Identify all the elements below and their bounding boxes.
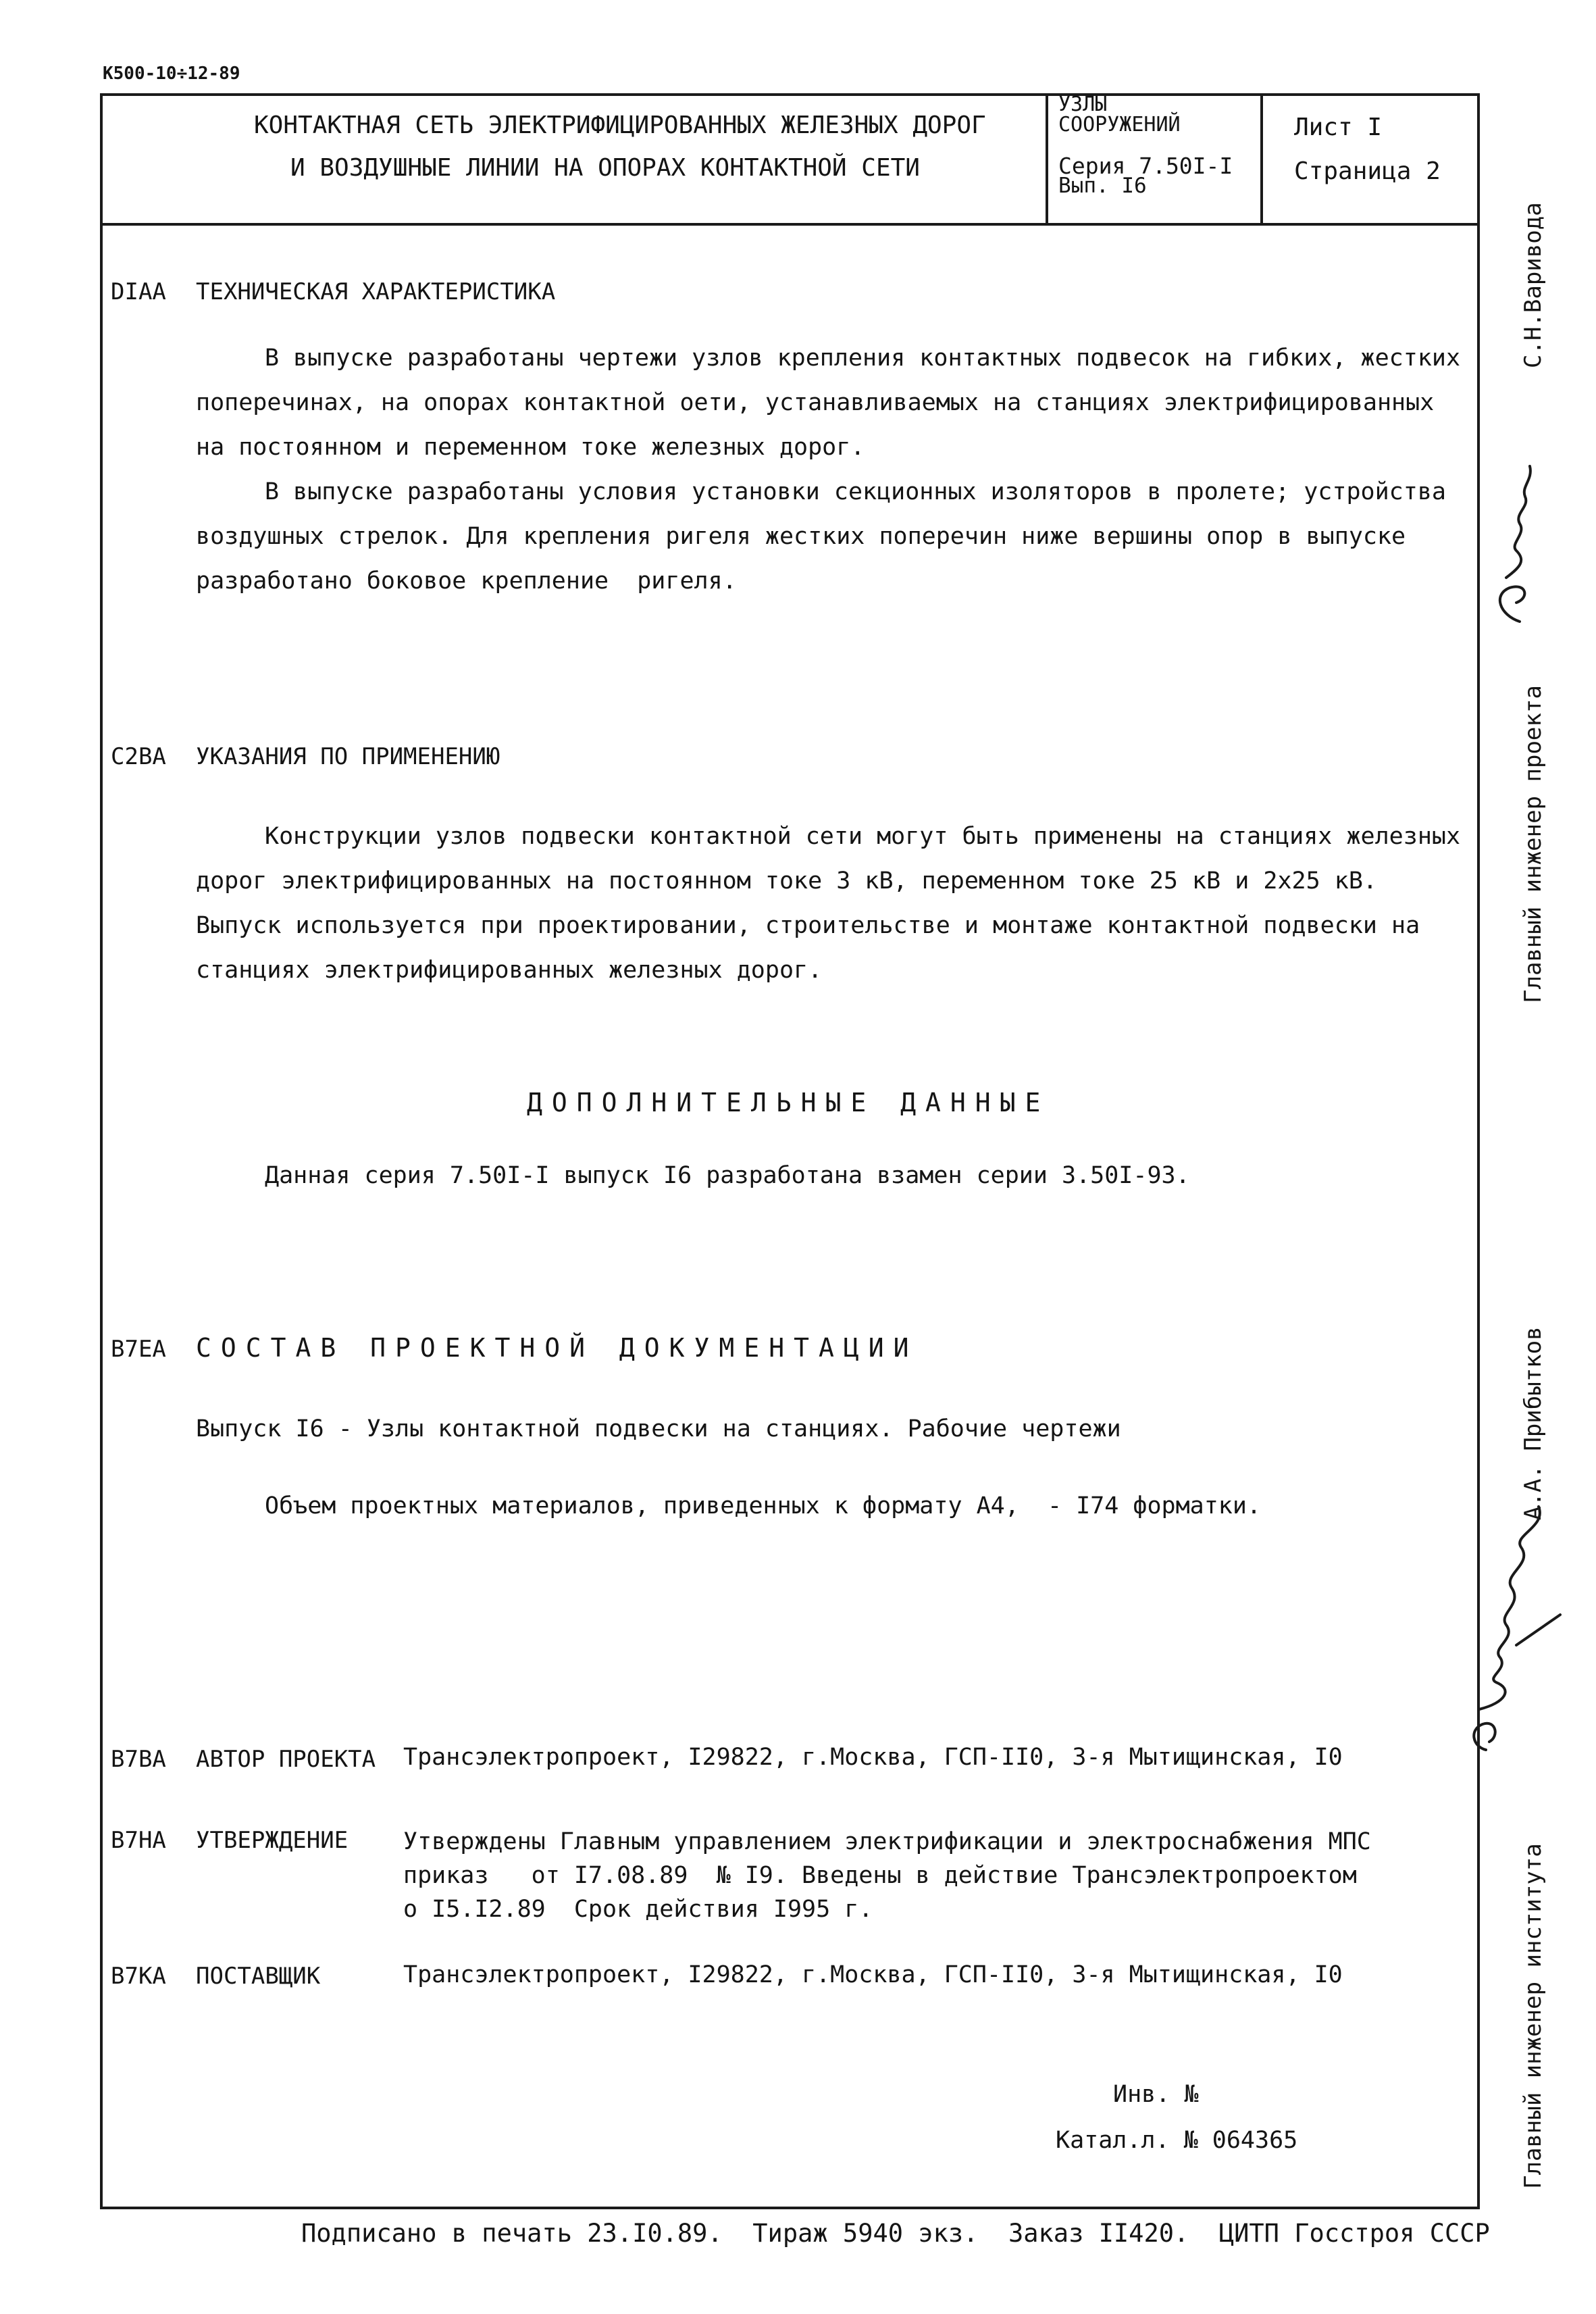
usage-line-1: Конструкции узлов подвески контактной сети могут быть применены на станциях железных (265, 823, 1461, 850)
document-code: К500-10÷12-89 (103, 64, 240, 84)
approval-line-3: о I5.I2.89 Срок действия I995 г. (403, 1896, 873, 1923)
composition-line-2: Объем проектных материалов, приведенных к формату А4, - I74 форматки. (265, 1492, 1262, 1519)
signatory-role-1: Главный инженер проекта (1520, 685, 1547, 1003)
composition-line-1: Выпуск I6 - Узлы контактной подвески на станциях. Рабочие чертежи (196, 1415, 1121, 1442)
section-label-approval: УТВЕРЖДЕНИЕ (196, 1827, 349, 1854)
section-title-extra: ДОПОЛНИТЕЛЬНЫЕ ДАННЫЕ (527, 1088, 1050, 1117)
header-sheet: Лист I (1294, 114, 1383, 141)
catalog-number: Катал.л. № 064365 (1056, 2127, 1298, 2154)
header-divider-1 (1046, 93, 1048, 224)
header-issue: Вып. I6 (1058, 174, 1147, 198)
section-label-author: АВТОР ПРОЕКТА (196, 1746, 376, 1773)
header-divider-2 (1260, 93, 1263, 224)
section-title-composition: СОСТАВ ПРОЕКТНОЙ ДОКУМЕНТАЦИИ (196, 1333, 919, 1363)
signature-2 (1459, 1480, 1567, 1763)
print-footer: Подписано в печать 23.I0.89. Тираж 5940 экз. Заказ II420. ЦИТП Госстроя СССР (301, 2219, 1490, 2248)
section-title-tech: ТЕХНИЧЕСКАЯ ХАРАКТЕРИСТИКА (196, 278, 556, 305)
header-title-line1: КОНТАКТНАЯ СЕТЬ ЭЛЕКТРИФИЦИРОВАННЫХ ЖЕЛЕЗНЫХ ДОРОГ (254, 111, 986, 139)
tech-line-1: В выпуске разработаны чертежи узлов крепления контактных подвесок на гибких, жестких (265, 345, 1461, 372)
section-code-supplier: B7KA (111, 1963, 166, 1990)
tech-line-3: на постоянном и переменном токе железных дорог. (196, 434, 865, 461)
tech-line-6: разработано боковое крепление ригеля. (196, 568, 737, 595)
header-title-line2: И ВОЗДУШНЫЕ ЛИНИИ НА ОПОРАХ КОНТАКТНОЙ СЕТИ (290, 154, 920, 182)
header-category-line2: СООРУЖЕНИЙ (1058, 113, 1181, 136)
signature-1 (1479, 459, 1553, 635)
extra-text: Данная серия 7.50I-I выпуск I6 разработана взамен серии 3.50I-93. (265, 1162, 1190, 1189)
section-label-supplier: ПОСТАВЩИК (196, 1963, 321, 1990)
tech-line-5: воздушных стрелок. Для крепления ригеля жестких поперечин ниже вершины опор в выпуске (196, 523, 1406, 550)
supplier-text: Трансэлектропроект, I29822, г.Москва, ГСП-II0, 3-я Мытищинская, I0 (403, 1961, 1343, 1988)
section-code-author: B7BA (111, 1746, 166, 1773)
author-text: Трансэлектропроект, I29822, г.Москва, ГСП-II0, 3-я Мытищинская, I0 (403, 1744, 1343, 1771)
header-category-line1: УЗЛЫ (1058, 93, 1108, 116)
approval-line-1: Утверждены Главным управлением электрификации и электроснабжения МПС (403, 1828, 1371, 1855)
section-code-tech: DIAA (111, 278, 166, 305)
usage-line-3: Выпуск используется при проектировании, строительстве и монтаже контактной подвески на (196, 912, 1420, 939)
header-bottom-rule (100, 223, 1480, 226)
section-code-composition: B7EA (111, 1336, 166, 1363)
header-page: Страница 2 (1294, 157, 1441, 185)
section-code-approval: B7HA (111, 1827, 166, 1854)
tech-line-4: В выпуске разработаны условия установки секционных изоляторов в пролете; устройства (265, 478, 1446, 505)
usage-line-2: дорог электрифицированных на постоянном токе 3 кВ, переменном токе 25 кВ и 2х25 кВ. (196, 867, 1377, 895)
section-code-usage: C2BA (111, 743, 166, 770)
signatory-role-2: Главный инженер института (1520, 1843, 1547, 2189)
section-title-usage: УКАЗАНИЯ ПО ПРИМЕНЕНИЮ (196, 743, 500, 770)
tech-line-2: поперечинах, на опорах контактной оети, устанавливаемых на станциях электрифицированных (196, 389, 1435, 416)
signatory-name-2: А.А. Прибытков (1520, 1326, 1547, 1520)
usage-line-4: станциях электрифицированных железных дорог. (196, 957, 823, 984)
header-series: Серия 7.50I-I (1058, 153, 1233, 179)
signatory-name-1: С.Н.Варивода (1520, 202, 1547, 368)
inventory-number: Инв. № (1113, 2081, 1199, 2108)
approval-line-2: приказ от I7.08.89 № I9. Введены в действие Трансэлектропроектом (403, 1862, 1357, 1889)
